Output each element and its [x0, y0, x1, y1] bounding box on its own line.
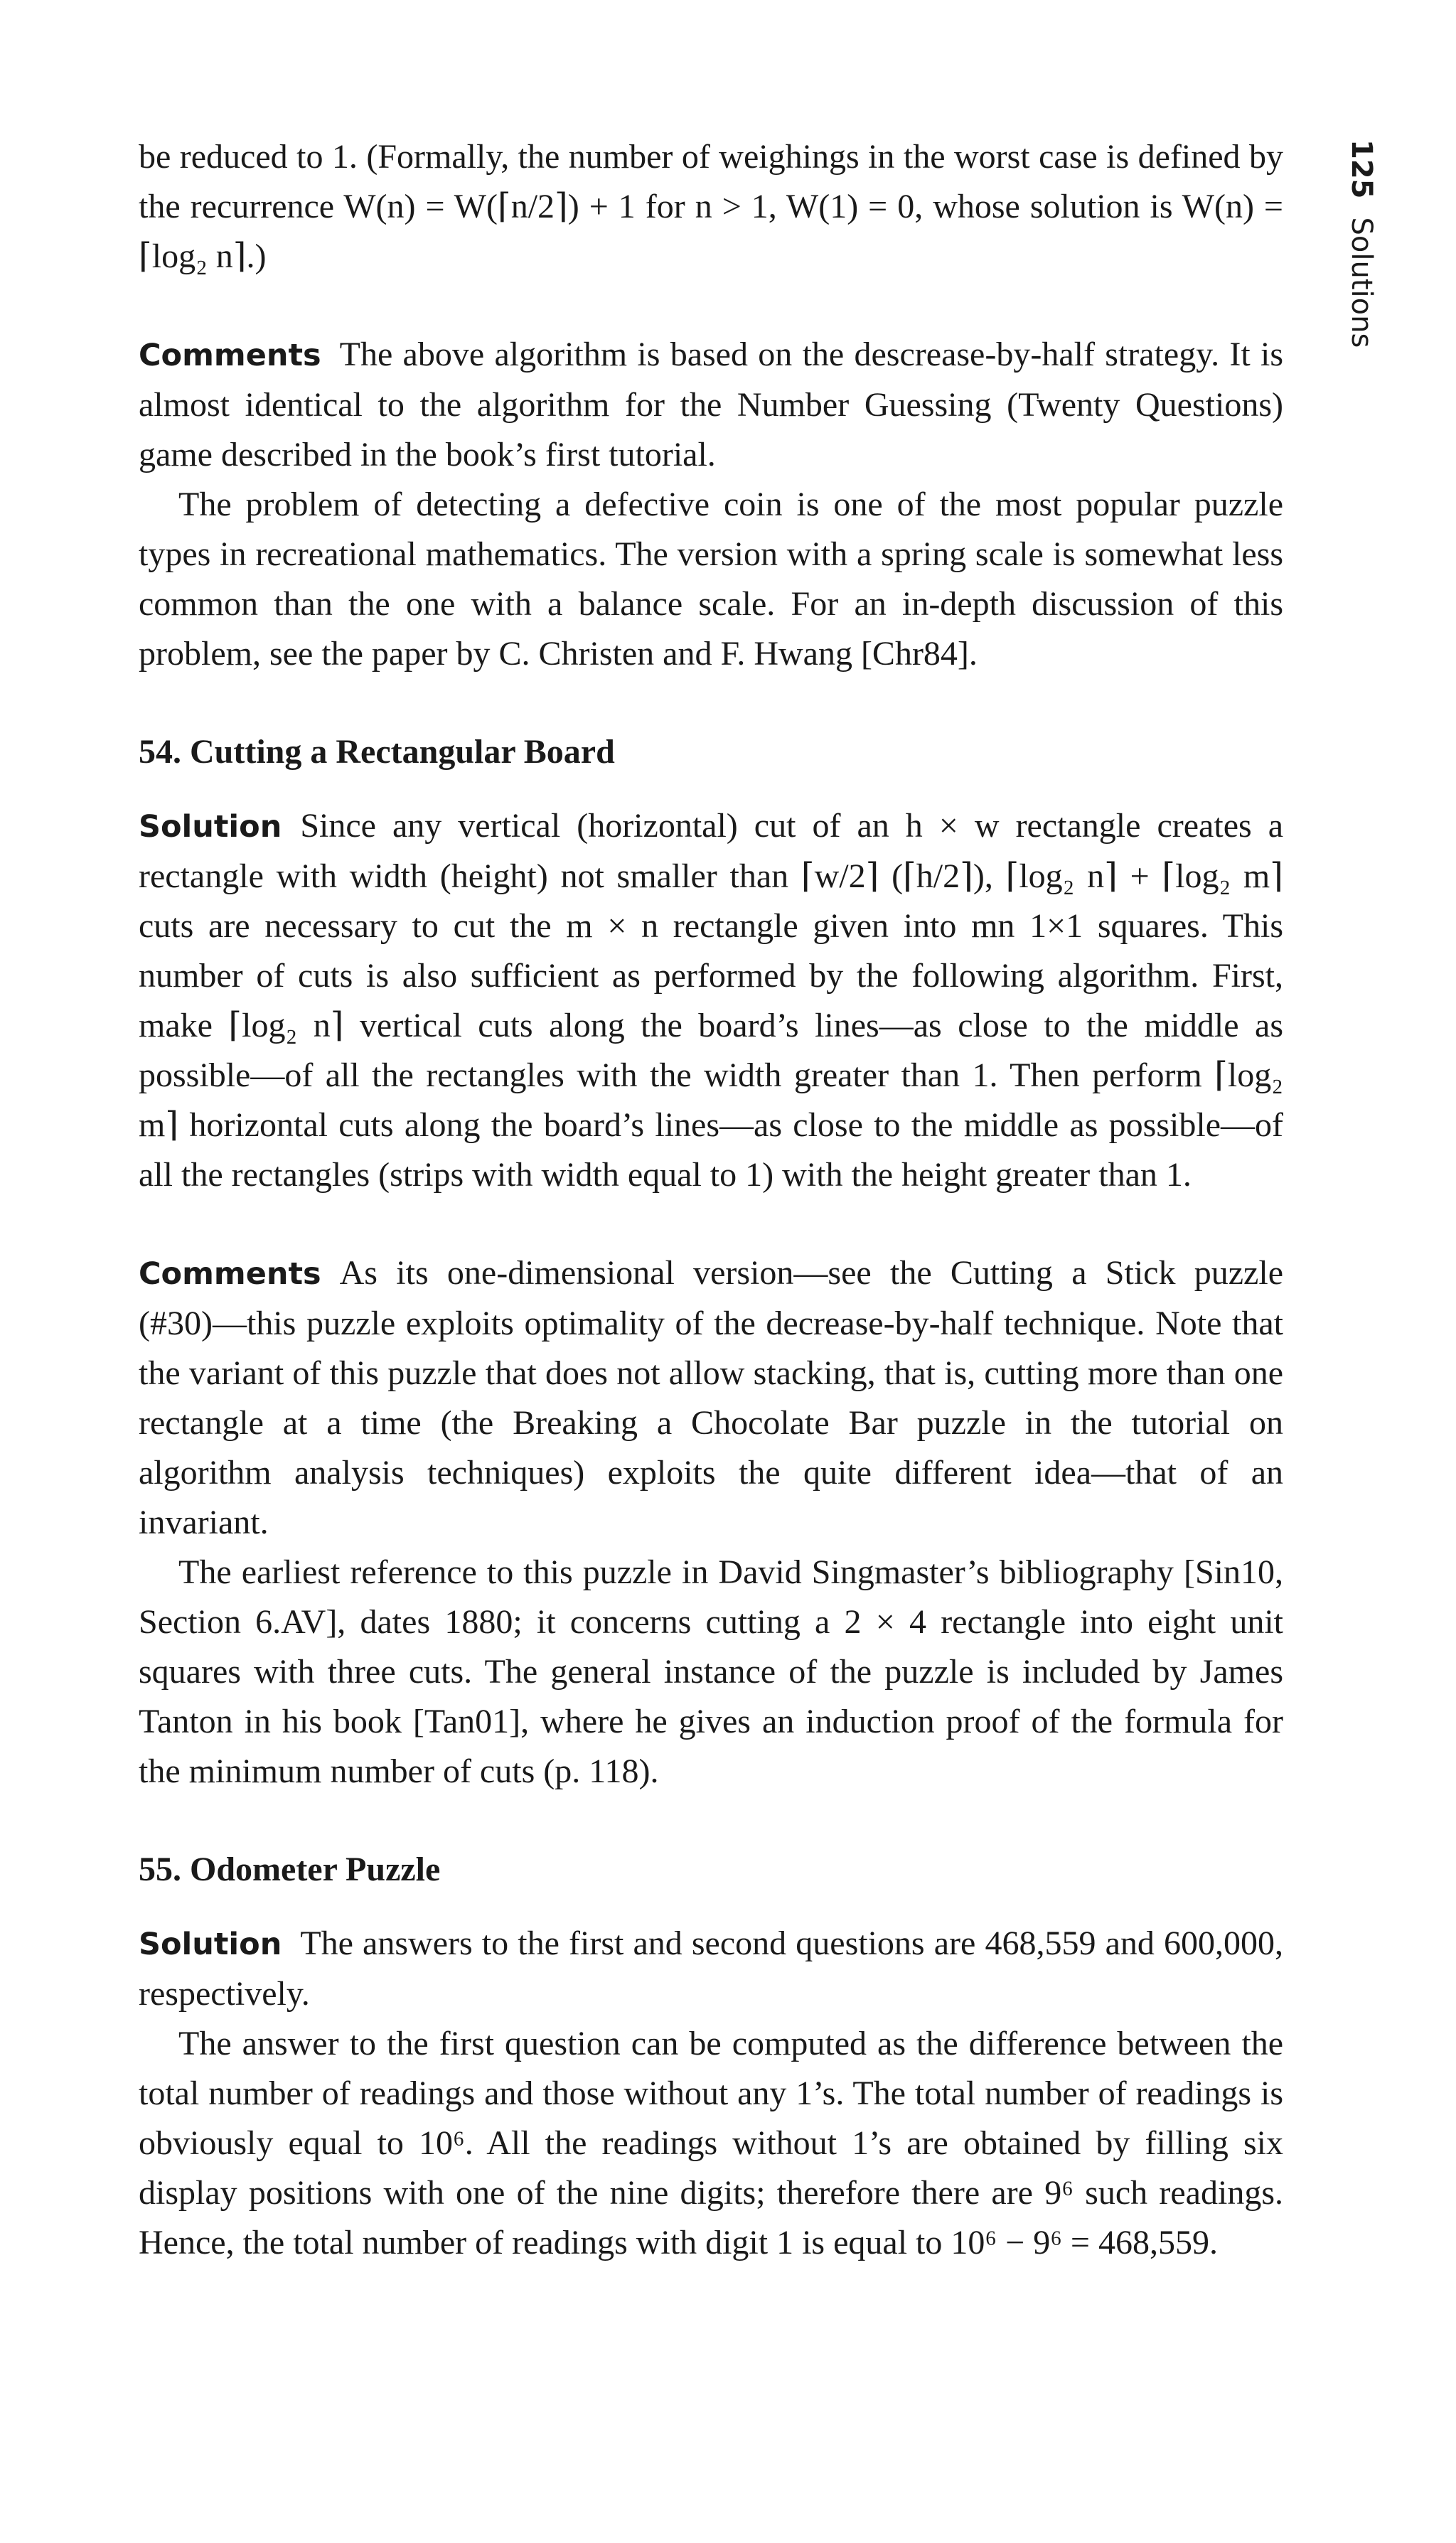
paragraph-odometer-computation: The answer to the first question can be computed as the difference between the total number of readings and those without any 1’s. The total number of readings is obviously equal to 10⁶. All the readings without 1’s are obtained by filling six display positions with one of the nine digits; therefore there are 9⁶ such readings. Hence, the total number of readings with digit 1 is equal to 10⁶ − 9⁶ = 468,559. [139, 2025, 1283, 2261]
comments-text: As its one-dimensional version—see the Cutting a Stick puzzle (#30)—this puzzle exploits optimality of the decrease-by-half technique. Note that the variant of this puzzle that does not allow stacking, that is, cutting more than one rectangle at a time (the Breaking a Chocolate Bar puzzle in the tutorial on algorithm analysis techniques) exploits the quite different idea—that of an invariant. [139, 1254, 1283, 1541]
solution-text: Since any vertical (horizontal) cut of an h × w rectangle creates a rectangle with width (height) not smaller than ⌈w/2⌉ (⌈h/2⌉), ⌈log₂ n⌉ + ⌈log₂ m⌉ cuts are necessary to cut the m × n rectangle given into mn 1×1 squares. This number of cuts is also sufficient as performed by the following algorithm. First, make ⌈log₂ n⌉ vertical cuts along the board’s lines—as close to the middle as possible—of all the rectangles with the width greater than 1. Then perform ⌈log₂ m⌉ horizontal cuts along the board’s lines—as close to the middle as possible—of all the rectangles (strips with width equal to 1) with the height greater than 1. [139, 807, 1283, 1194]
running-head [1337, 139, 1386, 381]
comments-paragraph-1 [139, 330, 1283, 480]
paragraph-singmaster-reference: The earliest reference to this puzzle in David Singmaster’s bibliography [Sin10, Section 6.AV], dates 1880; it concerns cutting a 2 × 4 rectangle into eight unit squares with three cuts. The general instance of the puzzle is included by James Tanton in his book [Tan01], where he gives an induction proof of the formula for the minimum number of cuts (p. 118). [139, 1553, 1283, 1790]
page-number: 125 [1345, 139, 1378, 199]
section-heading-54: 54. Cutting a Rectangular Board [139, 733, 615, 771]
solution-paragraph-55 [139, 1919, 1283, 2019]
comments-paragraph-54 [139, 1248, 1283, 1548]
comments-label: Comments [139, 338, 321, 373]
solution-text: The answers to the first and second questions are 468,559 and 600,000, respectively. [139, 1924, 1283, 2013]
page-body [139, 132, 1283, 2268]
solution-label: Solution [139, 1927, 282, 1962]
section-heading-55: 55. Odometer Puzzle [139, 1851, 441, 1888]
comments-text: The above algorithm is based on the descrease-by-half strategy. It is almost identical to the algorithm for the Number Guessing (Twenty Questions) game described in the book’s first tutorial. [139, 336, 1283, 473]
comments-label: Comments [139, 1256, 321, 1292]
paragraph-defective-coin: The problem of detecting a defective coin is one of the most popular puzzle types in recreational mathematics. The version with a spring scale is somewhat less common than the one with a balance scale. For an in-depth discussion of this problem, see the paper by C. Christen and F. Hwang [Chr84]. [139, 486, 1283, 673]
paragraph-formal-recurrence: be reduced to 1. (Formally, the number of weighings in the worst case is defined by the recurrence W(n) = W(⌈n/2⌉) + 1 for n > 1, W(1) = 0, whose solution is W(n) = ⌈log₂ n⌉.) [139, 138, 1283, 275]
solution-paragraph-54 [139, 801, 1283, 1200]
running-head-text [1344, 139, 1379, 348]
running-head-section: Solutions [1345, 217, 1378, 348]
solution-label: Solution [139, 809, 282, 845]
